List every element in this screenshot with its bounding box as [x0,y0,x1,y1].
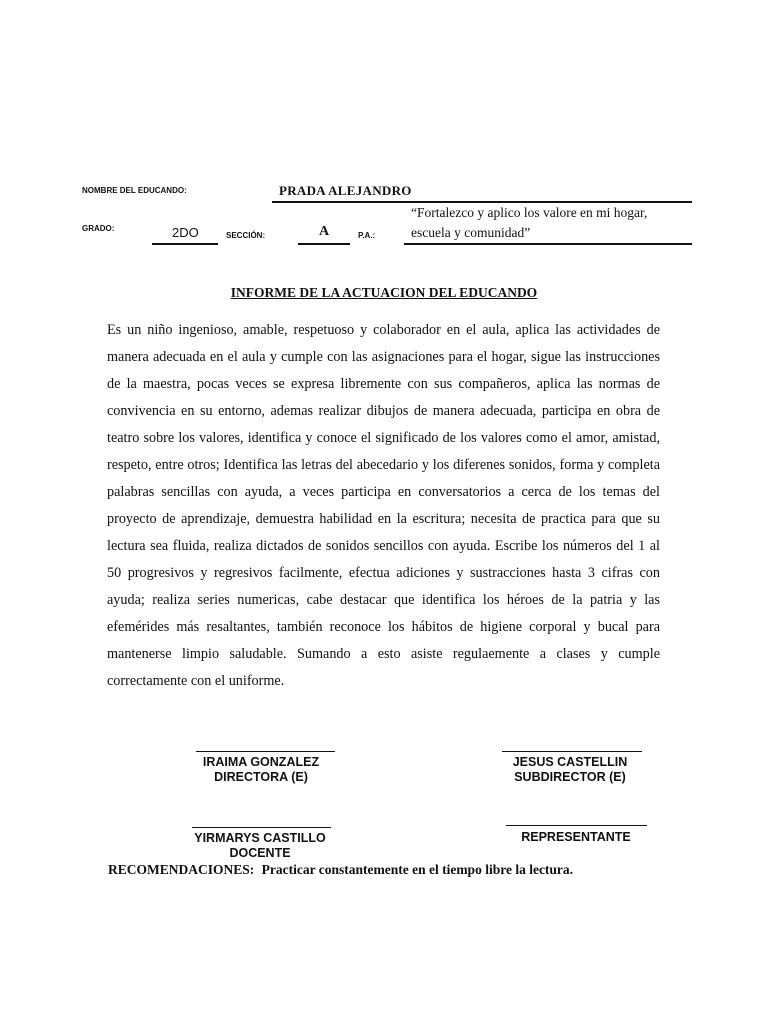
pa-value [411,203,647,243]
director-name: IRAIMA GONZALEZ [202,755,320,769]
pa-underline [404,243,692,245]
teacher-block [185,831,335,861]
grade-underline [152,243,218,245]
student-name-value: PRADA ALEJANDRO [279,183,412,198]
grade-label: GRADO: [82,224,115,233]
subdirector-role: SUBDIRECTOR (E) [514,770,626,784]
recommendations [108,862,573,878]
grade-value: 2DO [172,225,199,240]
teacher-role: DOCENTE [229,846,291,860]
subdirector-block [495,755,645,785]
section-label: SECCIÓN: [226,231,266,240]
report-title: INFORME DE LA ACTUACION DEL EDUCANDO [230,285,538,300]
student-name-label: NOMBRE DEL EDUCANDO: [82,186,187,195]
teacher-name: YIRMARYS CASTILLO [194,831,326,845]
recommendations-label: RECOMENDACIONES: [108,862,255,877]
pa-line-2: escuela y comunidad” [411,225,531,240]
report-paragraph: Es un niño ingenioso, amable, respetuoso y colaborador en el aula, aplica las actividades de manera adecuada en el aula y cumple con las asignaciones para el hogar, sigue las instrucciones de la maestra, pocas veces se expresa libremente con sus compañeros, aplica las normas de convivencia en su entorno, ademas realizar dibujos de manera adecuada, participa en obra de teatro sobre los valores, identifica y conoce el significado de los valores como el amor, amistad, respeto, entre otros; Identifica las letras del abecedario y los diferenes sonidos, forma y completa palabras sencillas con ayuda, a veces participa en conversatorios a cerca de los temas del proyecto de aprendizaje, demuestra habilidad en la escritura; necesita de practica para que su lectura sea fluida, realiza dictados de sonidos sencillos con ayuda. Escribe los números del 1 al 50 progresivos y regresivos facilmente, efectua adiciones y sustracciones hasta 3 cifras con ayuda; realiza series numericas, cabe destacar que identifica los héroes de la patria y las efemérides más resaltantes, también reconoce los hábitos de higiene corporal y bucal para mantenerse limpio saludable. Sumando a esto asiste regulaemente a clases y cumple correctamente con el uniforme. [107,322,660,689]
director-signature-line [196,751,335,752]
section-underline [298,243,350,245]
teacher-signature-line [192,827,331,828]
representative-signature-line [506,825,647,826]
recommendations-text: Practicar constantemente en el tiempo libre la lectura. [261,862,574,877]
section-value: A [319,224,330,239]
director-block [186,755,336,785]
subdirector-name: JESUS CASTELLIN [512,755,628,769]
director-role: DIRECTORA (E) [214,770,308,784]
pa-line-1: “Fortalezco y aplico los valore en mi hogar, [411,205,648,220]
representative-label: REPRESENTANTE [521,830,631,844]
pa-label: P.A.: [358,231,376,240]
subdirector-signature-line [502,751,642,752]
